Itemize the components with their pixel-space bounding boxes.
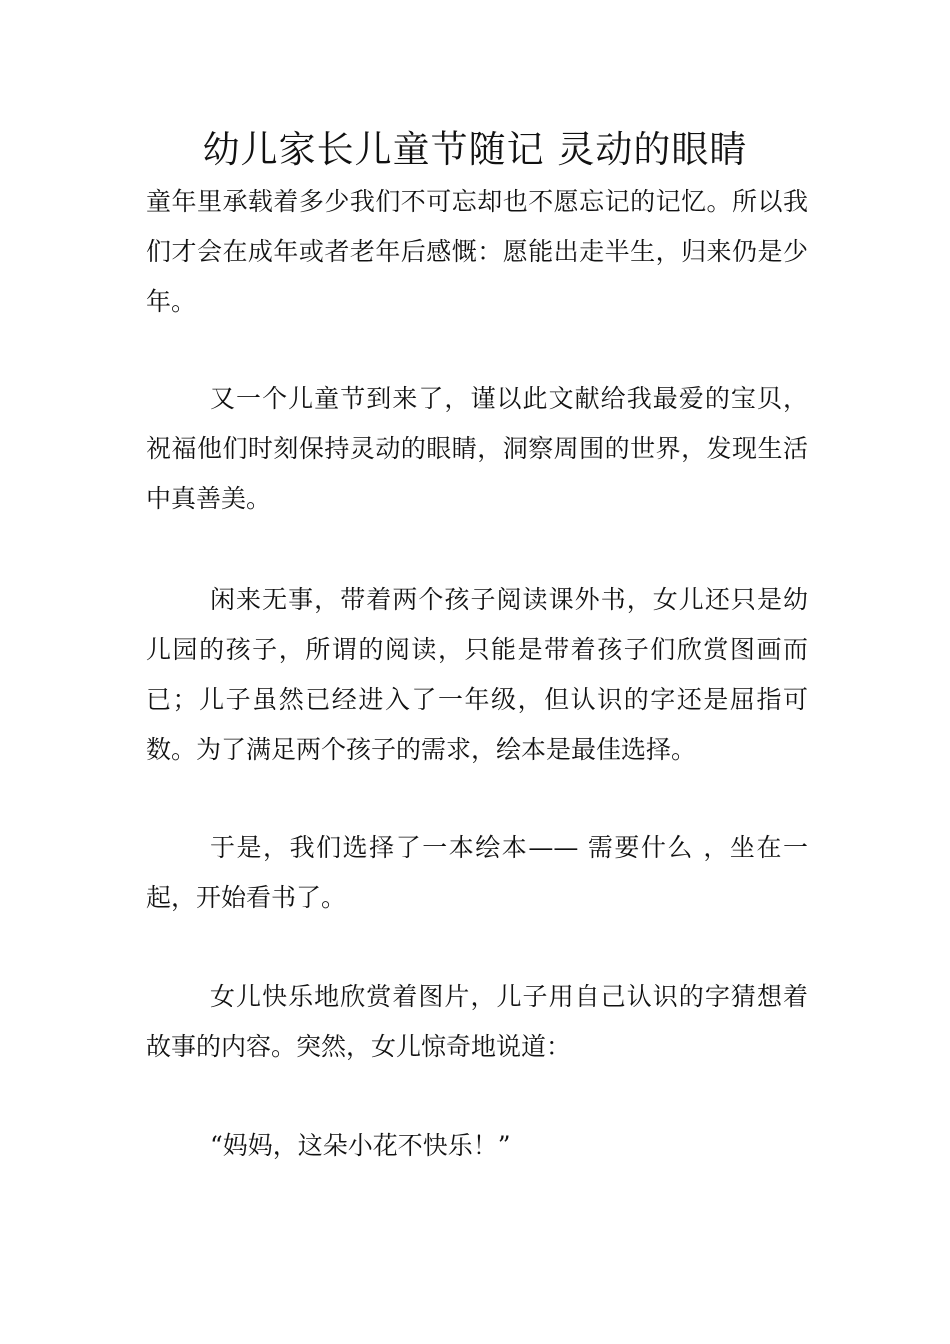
paragraph-1: 童年里承载着多少我们不可忘却也不愿忘记的记忆。所以我们才会在成年或者老年后感慨：愿能出走半生，归来仍是少年。	[146, 187, 808, 316]
paragraph-5: 女儿快乐地欣赏着图片，儿子用自己认识的字猜想着故事的内容。突然，女儿惊奇地说道：	[146, 982, 808, 1061]
paragraph-3: 闲来无事，带着两个孩子阅读课外书，女儿还只是幼儿园的孩子，所谓的阅读，只能是带着孩子们欣赏图画而已；儿子虽然已经进入了一年级，但认识的字还是屈指可数。为了满足两个孩子的需求，绘本是最佳选择。	[146, 585, 808, 764]
document-title: 幼儿家长儿童节随记 灵动的眼睛	[202, 128, 748, 171]
paragraph-2: 又一个儿童节到来了，谨以此文献给我最爱的宝贝，祝福他们时刻保持灵动的眼睛，洞察周围的世界，发现生活中真善美。	[146, 384, 808, 513]
paragraph-6: “妈妈，这朵小花不快乐！”	[210, 1131, 511, 1160]
paragraph-4: 于是，我们选择了一本绘本—— 需要什么 ，坐在一起，开始看书了。	[146, 833, 808, 912]
